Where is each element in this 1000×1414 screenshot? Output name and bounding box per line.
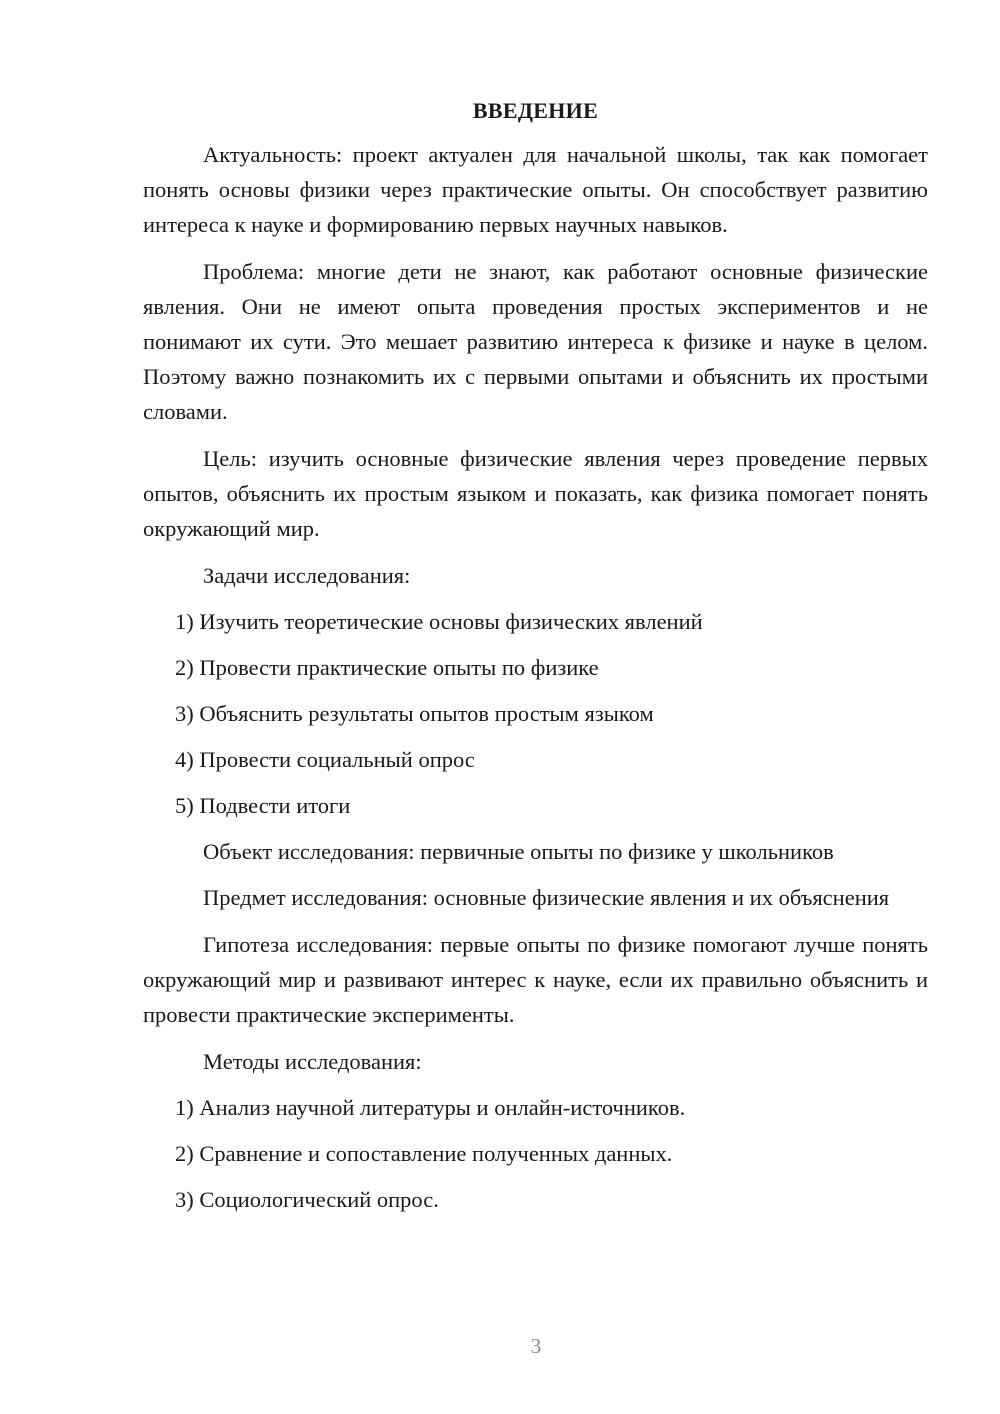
task-item: 2) Провести практические опыты по физике	[175, 655, 599, 680]
method-item: 1) Анализ научной литературы и онлайн-источников.	[175, 1095, 686, 1120]
method-item: 3) Социологический опрос.	[175, 1187, 439, 1212]
subject-paragraph: Предмет исследования: основные физические явления и их объяснения	[203, 885, 890, 910]
task-item: 5) Подвести итоги	[175, 793, 351, 818]
task-item: 3) Объяснить результаты опытов простым языком	[175, 701, 654, 726]
goal-paragraph: Цель: изучить основные физические явления через проведение первых опытов, объяснить их простым языком и показать, как физика помогает понять окружающий мир.	[143, 446, 928, 541]
problem-paragraph: Проблема: многие дети не знают, как работают основные физические явления. Они не имеют опыта проведения простых экспериментов и не понимают их сути. Это мешает развитию интереса к физике и науке в целом. Поэтому важно познакомить их с первыми опытами и объяснить их простыми словами.	[143, 259, 928, 424]
hypothesis-paragraph: Гипотеза исследования: первые опыты по физике помогают лучше понять окружающий мир и развивают интерес к науке, если их правильно объяснить и провести практические эксперименты.	[143, 932, 928, 1027]
object-paragraph: Объект исследования: первичные опыты по физике у школьников	[203, 839, 834, 864]
task-item: 4) Провести социальный опрос	[175, 747, 475, 772]
page-number: 3	[530, 1334, 542, 1358]
task-item: 1) Изучить теоретические основы физических явлений	[175, 609, 703, 634]
method-item: 2) Сравнение и сопоставление полученных данных.	[175, 1141, 673, 1166]
methods-heading: Методы исследования:	[203, 1049, 422, 1074]
relevance-paragraph: Актуальность: проект актуален для начальной школы, так как помогает понять основы физики через практические опыты. Он способствует развитию интереса к науке и формированию первых научных навыков.	[143, 142, 928, 237]
page-title: ВВЕДЕНИЕ	[472, 98, 599, 123]
tasks-heading: Задачи исследования:	[203, 563, 411, 588]
page-content	[143, 94, 928, 1228]
